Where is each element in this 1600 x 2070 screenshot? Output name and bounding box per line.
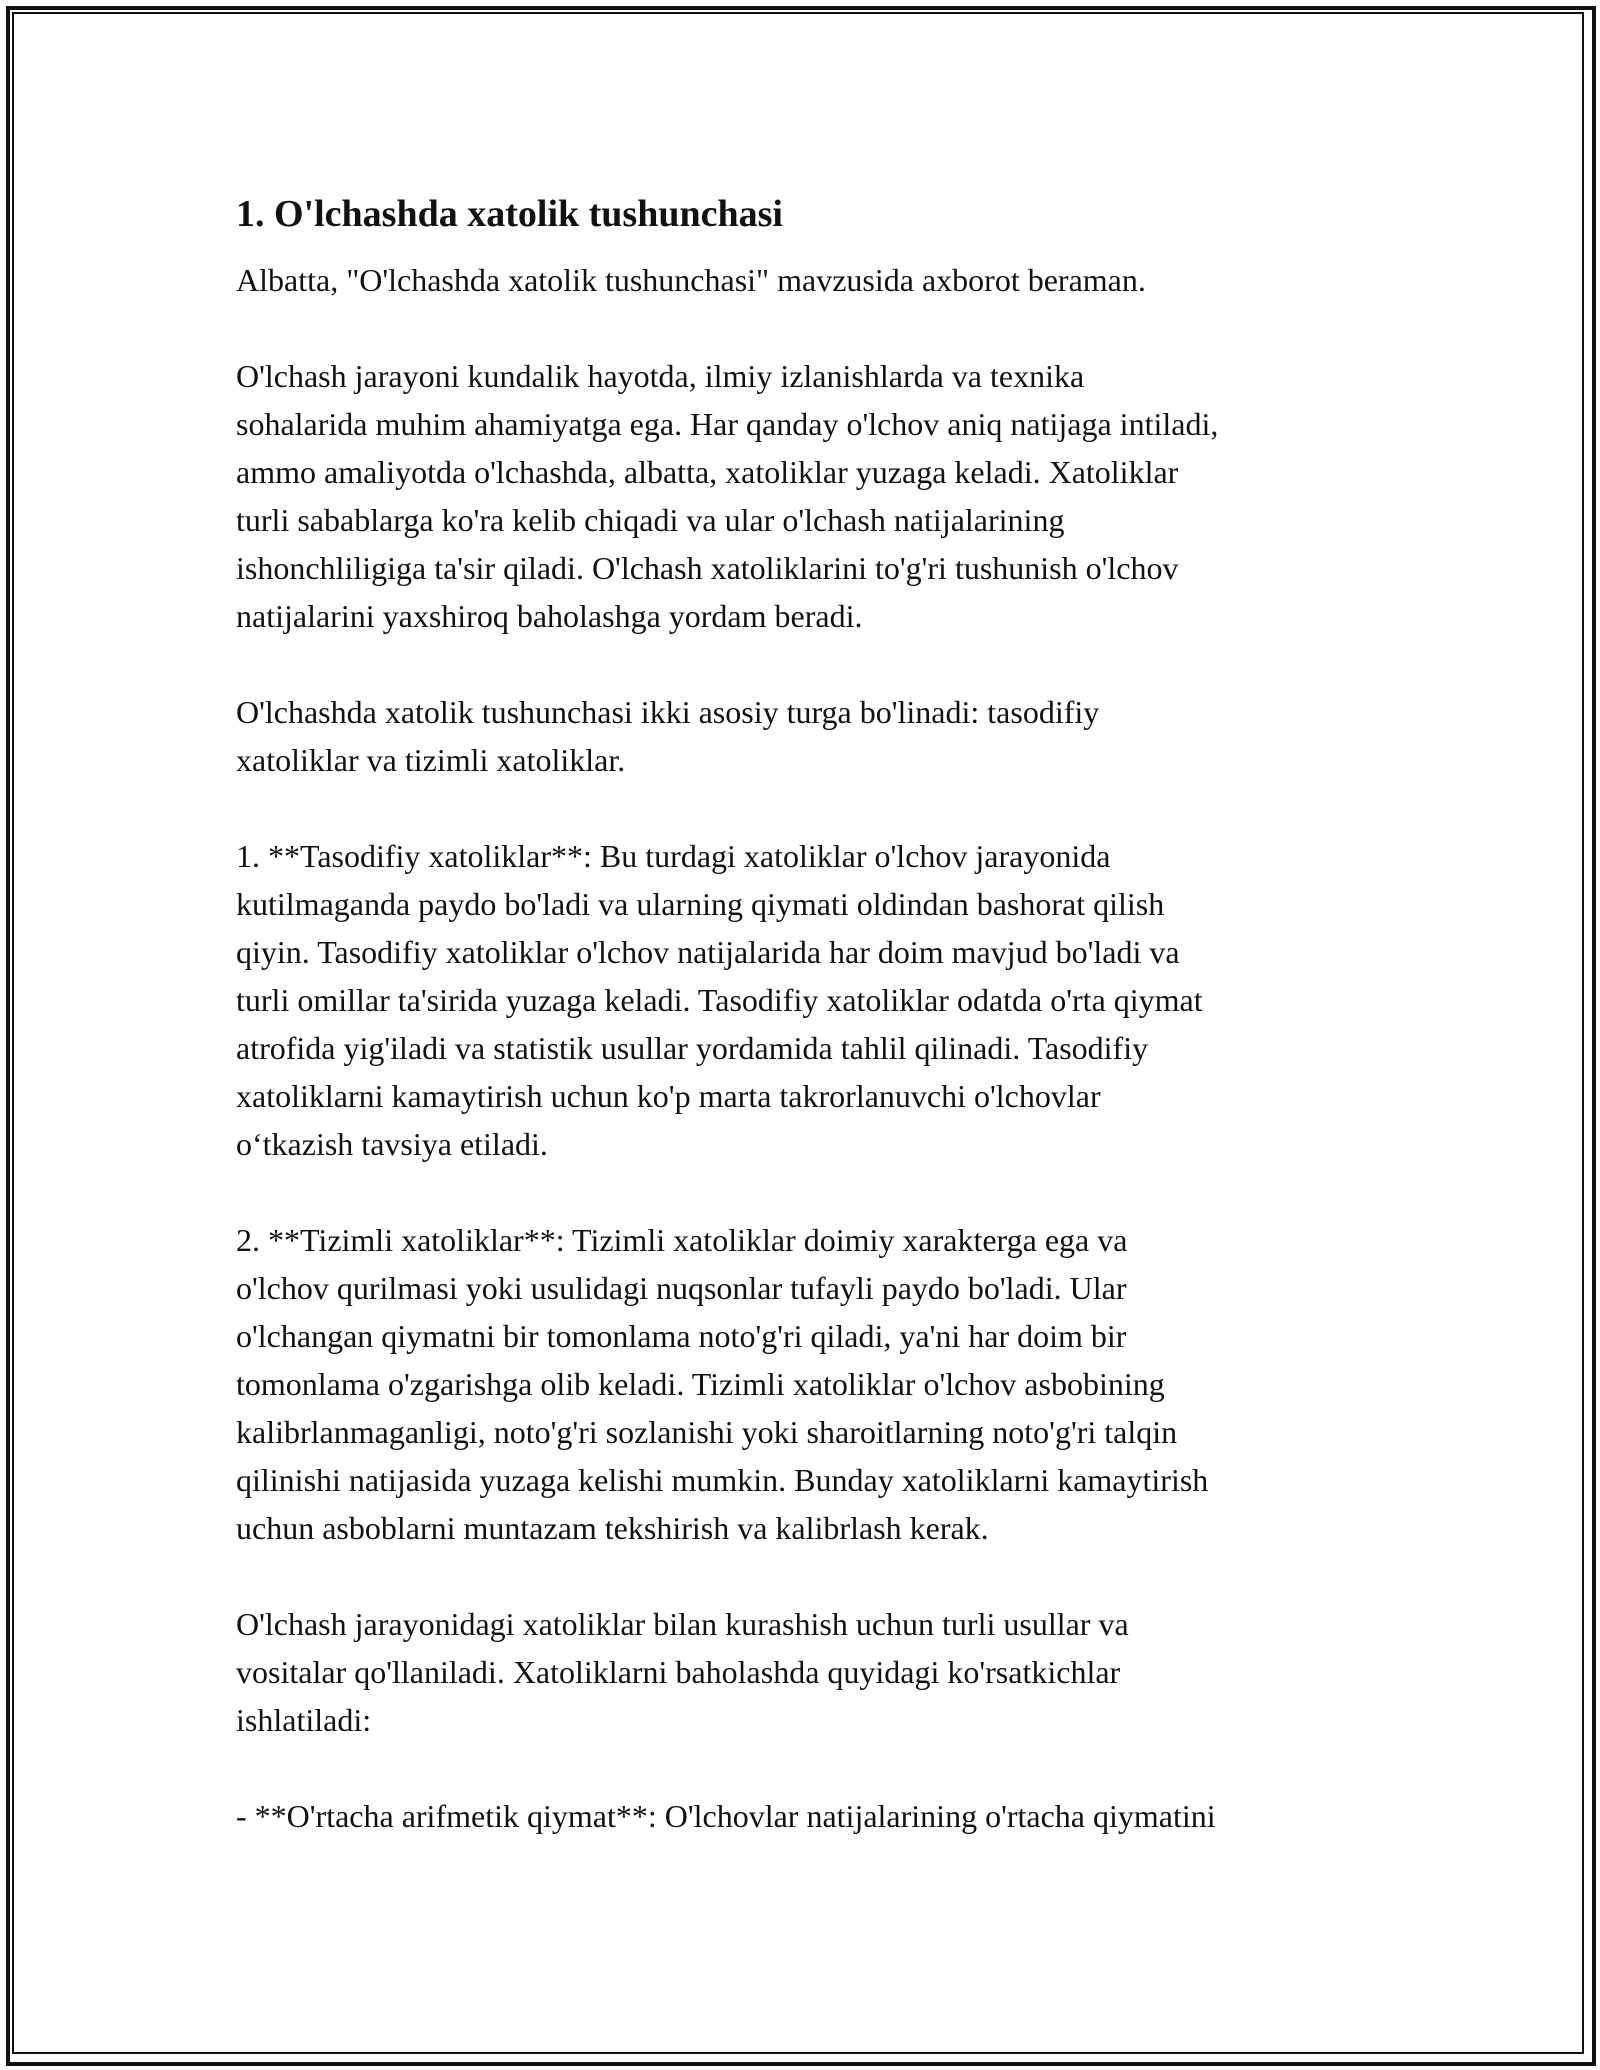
paragraph-overview (236, 352, 1386, 640)
text-line: xatoliklar va tizimli xatoliklar. (236, 742, 626, 778)
paragraph-types (236, 688, 1386, 784)
text-line: vositalar qo'llaniladi. Xatoliklarni baholashda quyidagi ko'rsatkichlar (236, 1654, 1121, 1690)
text-line: 1. **Tasodifiy xatoliklar**: Bu turdagi xatoliklar o'lchov jarayonida (236, 838, 1111, 874)
text-line: natijalarini yaxshiroq baholashga yordam beradi. (236, 598, 863, 634)
text-line: turli sabablarga ko'ra kelib chiqadi va ular o'lchash natijalarining (236, 502, 1065, 538)
text-line: sohalarida muhim ahamiyatga ega. Har qanday o'lchov aniq natijaga intiladi, (236, 406, 1219, 442)
text-line: qilinishi natijasida yuzaga kelishi mumkin. Bunday xatoliklarni kamaytirish (236, 1462, 1209, 1498)
text-line: kutilmaganda paydo bo'ladi va ularning qiymati oldindan bashorat qilish (236, 886, 1165, 922)
paragraph-random-errors (236, 832, 1386, 1168)
paragraph-systematic-errors (236, 1216, 1386, 1552)
text-line: O'lchash jarayonidagi xatoliklar bilan kurashish uchun turli usullar va (236, 1606, 1129, 1642)
document-body (236, 186, 1386, 1840)
text-line: o‘tkazish tavsiya etiladi. (236, 1126, 548, 1162)
text-line: uchun asboblarni muntazam tekshirish va kalibrlash kerak. (236, 1510, 989, 1546)
paragraph-methods (236, 1600, 1386, 1744)
paragraph-mean-value (236, 1792, 1386, 1840)
paragraph-intro (236, 256, 1386, 304)
text-line: o'lchangan qiymatni bir tomonlama noto'g'ri qiladi, ya'ni har doim bir (236, 1318, 1127, 1354)
text-line: ishonchliligiga ta'sir qiladi. O'lchash xatoliklarini to'g'ri tushunish o'lchov (236, 550, 1179, 586)
text-line: ishlatiladi: (236, 1702, 372, 1738)
text-line: tomonlama o'zgarishga olib keladi. Tizimli xatoliklar o'lchov asbobining (236, 1366, 1165, 1402)
text-line: atrofida yig'iladi va statistik usullar yordamida tahlil qilinadi. Tasodifiy (236, 1030, 1149, 1066)
text-line: turli omillar ta'sirida yuzaga keladi. Tasodifiy xatoliklar odatda o'rta qiymat (236, 982, 1203, 1018)
text-line: kalibrlanmaganligi, noto'g'ri sozlanishi yoki sharoitlarning noto'g'ri talqin (236, 1414, 1178, 1450)
text-line: Albatta, "O'lchashda xatolik tushunchasi" mavzusida axborot beraman. (236, 262, 1146, 298)
text-line: o'lchov qurilmasi yoki usulidagi nuqsonlar tufayli paydo bo'ladi. Ular (236, 1270, 1127, 1306)
text-line: 2. **Tizimli xatoliklar**: Tizimli xatoliklar doimiy xarakterga ega va (236, 1222, 1128, 1258)
text-line: O'lchashda xatolik tushunchasi ikki asosiy turga bo'linadi: tasodifiy (236, 694, 1100, 730)
document-title: 1. O'lchashda xatolik tushunchasi (236, 193, 783, 235)
text-line: ammo amaliyotda o'lchashda, albatta, xatoliklar yuzaga keladi. Xatoliklar (236, 454, 1179, 490)
text-line: - **O'rtacha arifmetik qiymat**: O'lchovlar natijalarining o'rtacha qiymatini (236, 1798, 1216, 1834)
text-line: qiyin. Tasodifiy xatoliklar o'lchov natijalarida har doim mavjud bo'ladi va (236, 934, 1180, 970)
text-line: O'lchash jarayoni kundalik hayotda, ilmiy izlanishlarda va texnika (236, 358, 1085, 394)
text-line: xatoliklarni kamaytirish uchun ko'p marta takrorlanuvchi o'lchovlar (236, 1078, 1101, 1114)
